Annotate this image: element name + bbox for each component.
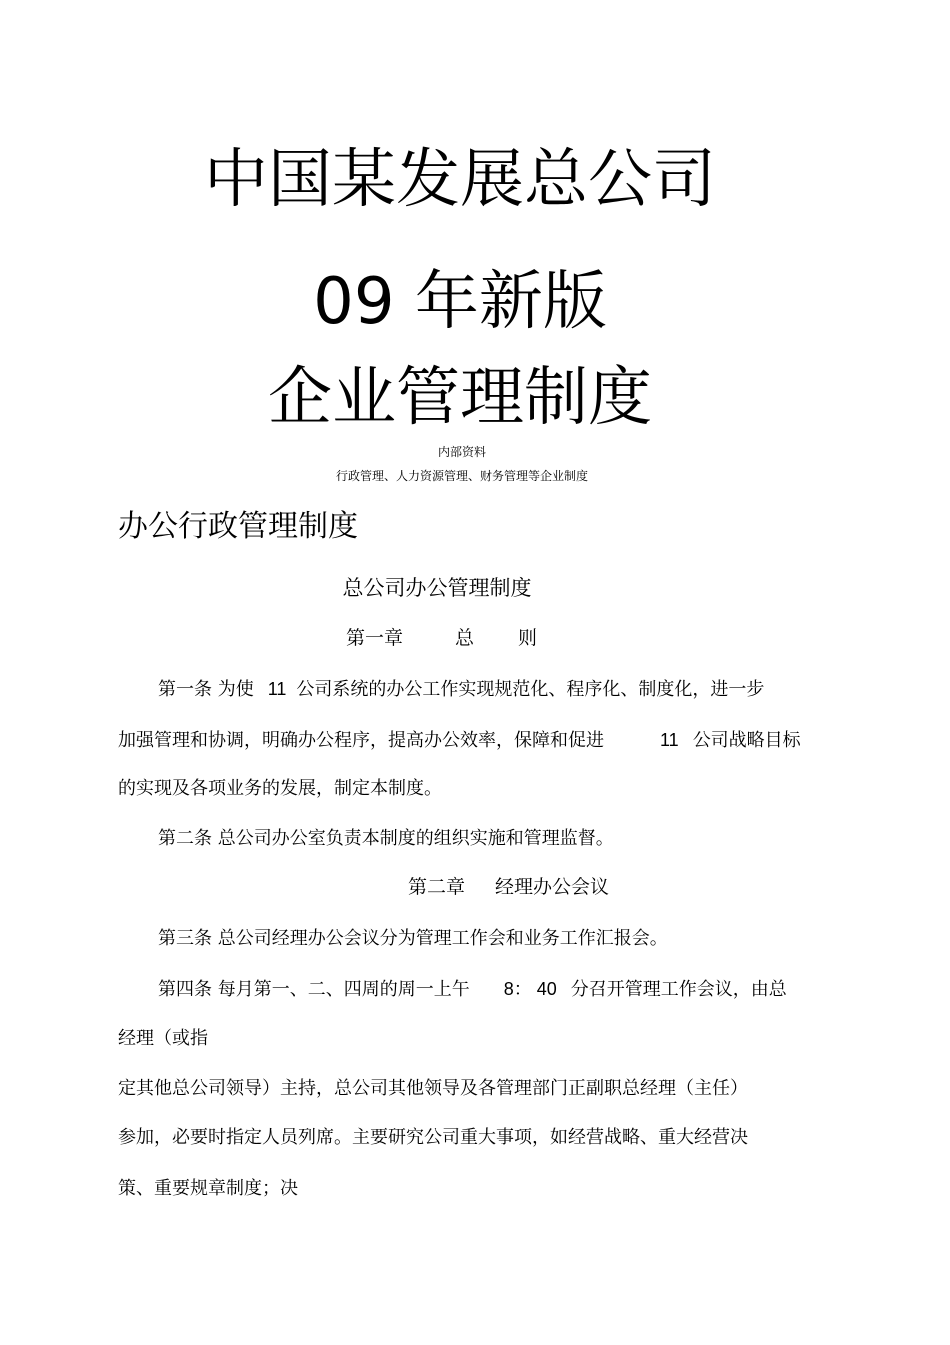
article-1-line-1-a: 第一条 为使: [158, 679, 254, 700]
cover-title-line-1: 中国某发展总公司: [204, 143, 716, 217]
article-4-line-4: 参加，必要时指定人员列席。主要研究公司重大事项，如经营战略、重大经营决: [118, 1127, 748, 1148]
cover-subtitle-scope: 行政管理、人力资源管理、财务管理等企业制度: [335, 469, 588, 483]
document-title: 总公司办公管理制度: [342, 576, 532, 600]
chapter-2-label: 第二章: [408, 876, 466, 898]
cover-title-line-2: 09 年新版: [313, 265, 607, 339]
cover-subtitle-internal: 内部资料: [437, 445, 486, 459]
chapter-1-name-part2: 则: [518, 627, 538, 649]
article-1-line-1: [158, 680, 764, 699]
section-heading: 办公行政管理制度: [118, 509, 358, 544]
article-4-line-1-b: 分召开管理工作会议，由总: [570, 979, 787, 1000]
article-3-line-1: 第三条 总公司经理办公会议分为管理工作会和业务工作汇报会。: [158, 928, 668, 949]
article-4-line-1-a: 第四条 每月第一、二、四周的周一上午: [158, 979, 470, 1000]
article-4-line-1-time: 8： 40: [503, 979, 557, 999]
article-2-line-1: 第二条 总公司办公室负责本制度的组织实施和管理监督。: [158, 828, 614, 849]
article-1-line-2-a: 加强管理和协调，明确办公程序，提高办公效率，保障和促进: [118, 730, 604, 751]
article-1-line-1-number: 11: [267, 679, 287, 699]
article-4-line-2: 经理（或指: [118, 1028, 208, 1049]
chapter-2-heading: [408, 878, 609, 897]
article-1-line-3: 的实现及各项业务的发展，制定本制度。: [118, 778, 442, 799]
article-1-line-2: [118, 731, 801, 750]
article-4-line-1: [158, 980, 787, 999]
article-1-line-1-b: 公司系统的办公工作实现规范化、程序化、制度化，进一步: [296, 679, 765, 700]
cover-title-line-3: 企业管理制度: [268, 361, 652, 435]
chapter-1-name-part1: 总: [455, 627, 475, 649]
chapter-1-heading: [346, 629, 537, 648]
article-1-line-2-number: 11: [660, 730, 679, 750]
chapter-1-label: 第一章: [346, 627, 404, 649]
article-4-line-3: 定其他总公司领导）主持，总公司其他领导及各管理部门正副职总经理（主任）: [118, 1078, 748, 1099]
chapter-2-name: 经理办公会议: [495, 876, 610, 898]
article-4-line-5: 策、重要规章制度；决: [118, 1178, 298, 1199]
article-1-line-2-b: 公司战略目标: [692, 730, 801, 751]
